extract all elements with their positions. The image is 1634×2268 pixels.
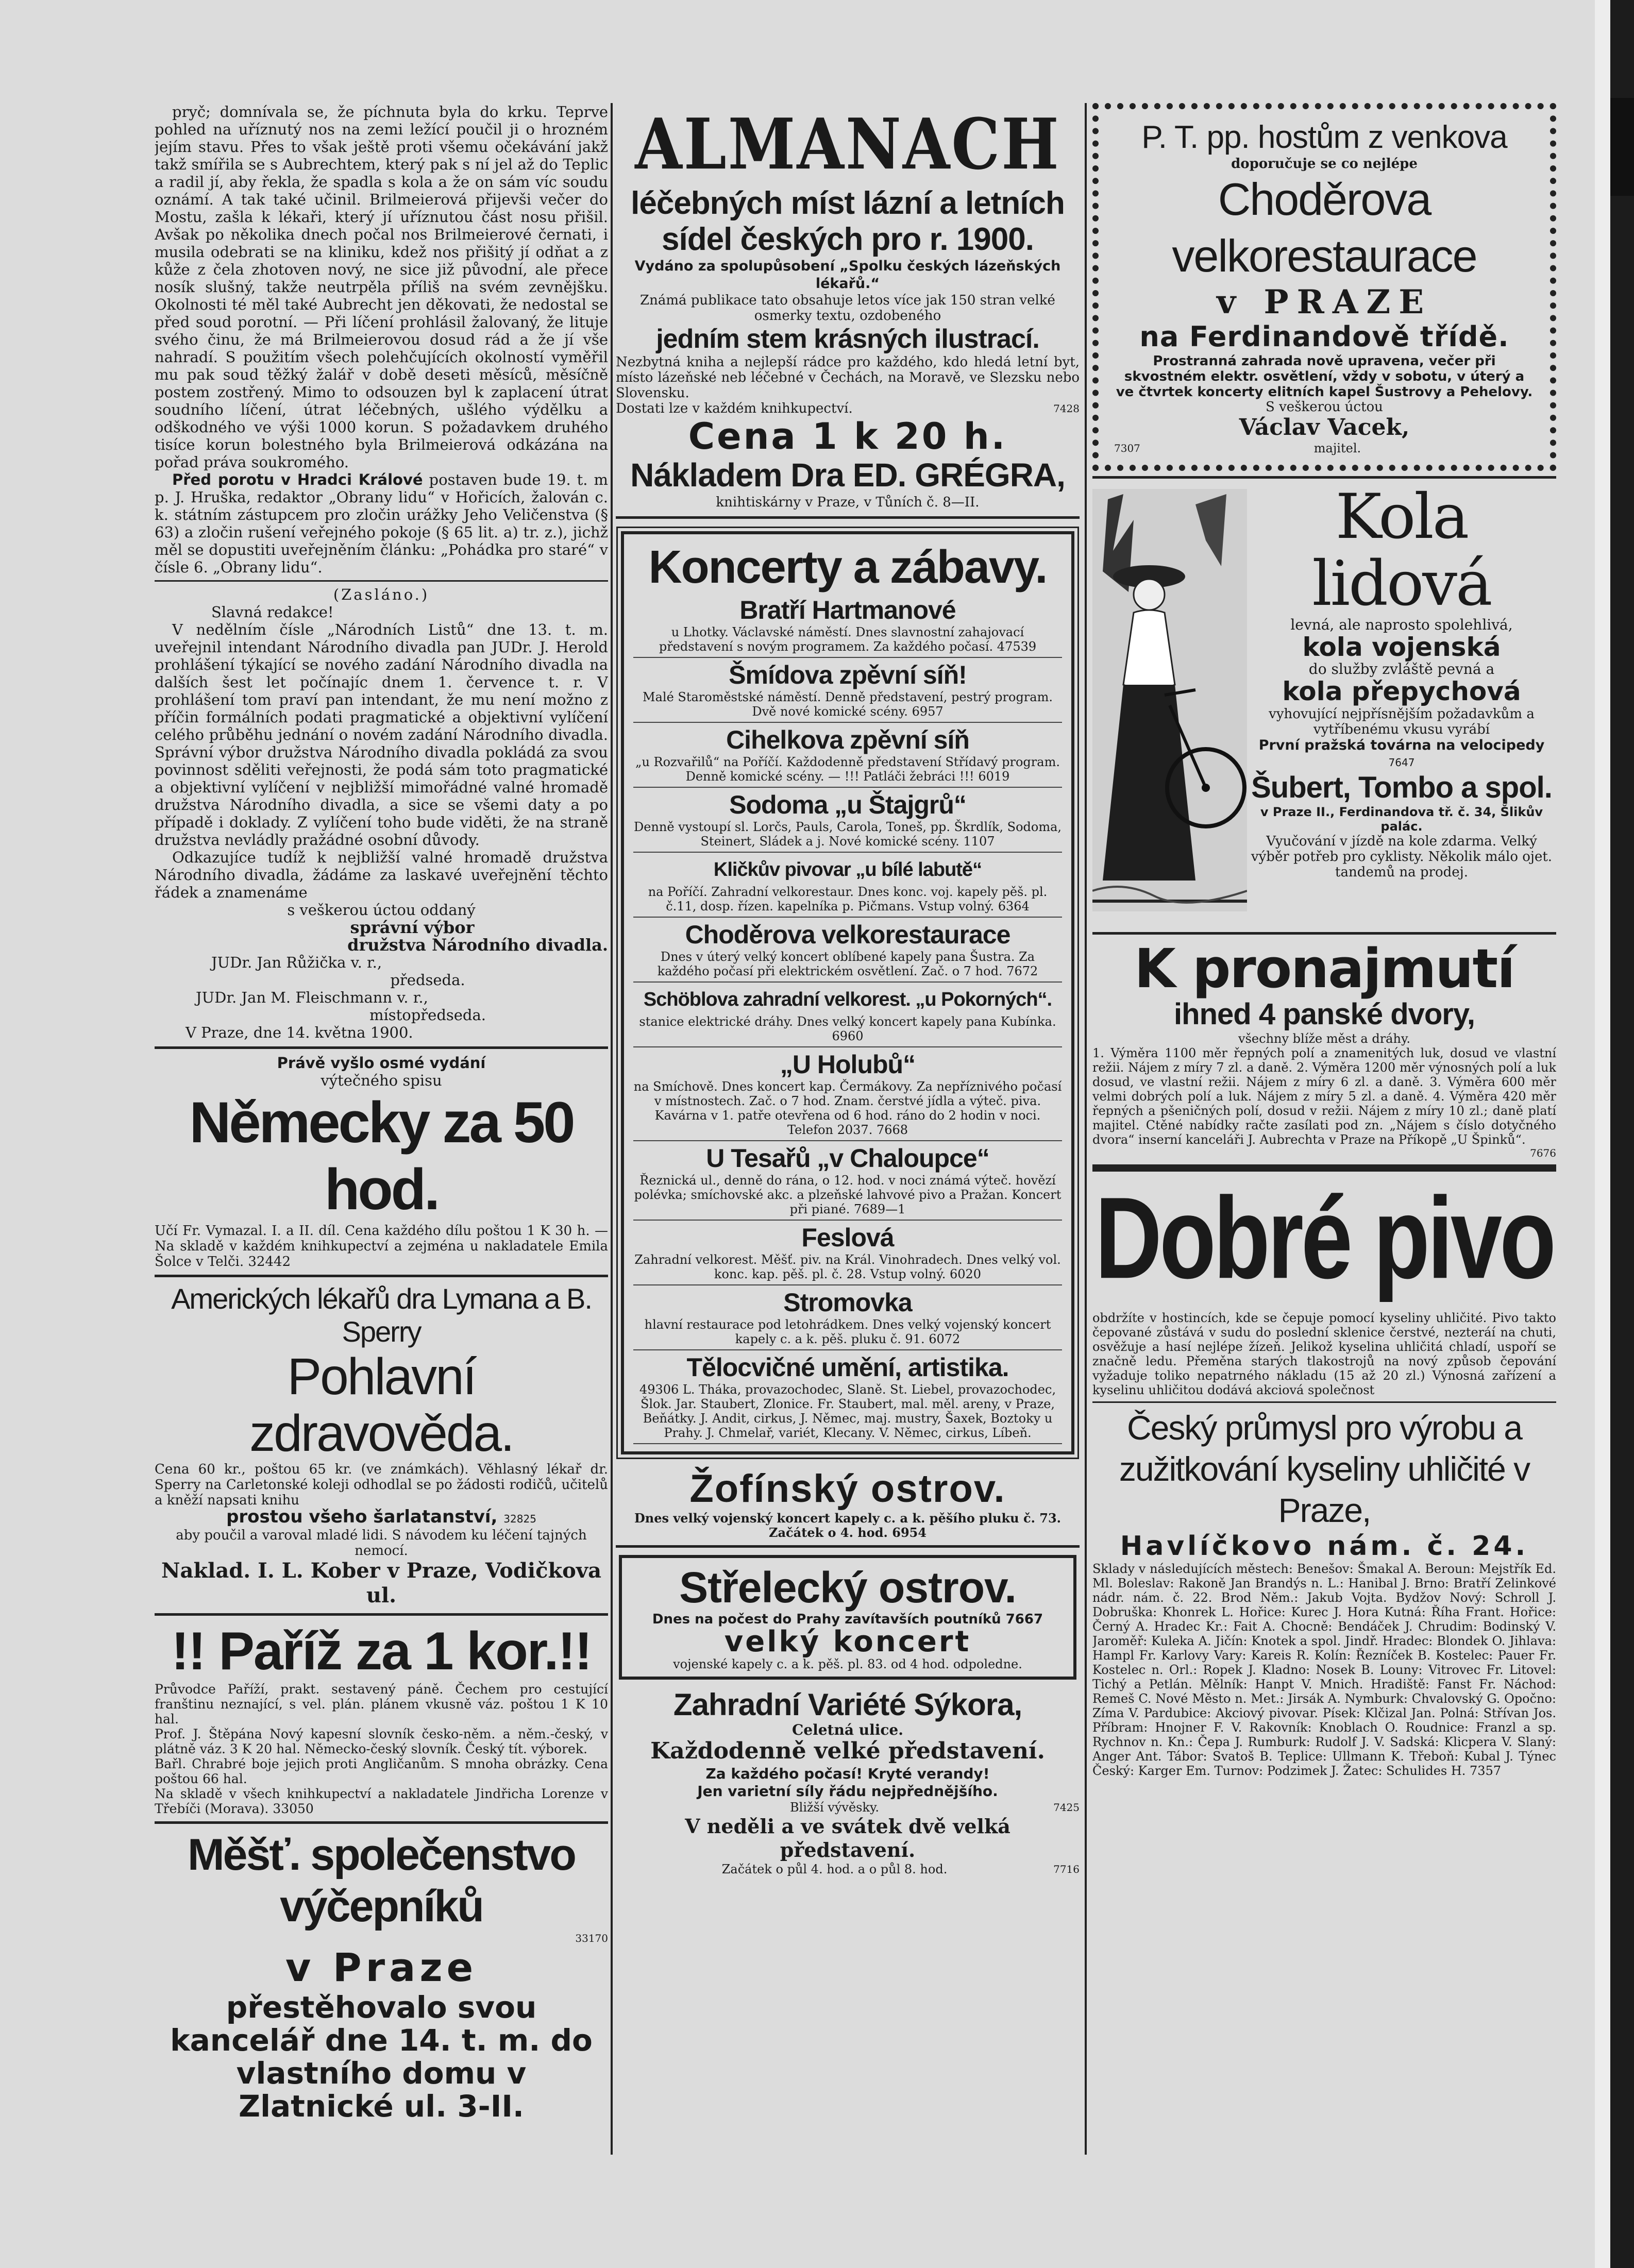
concert-ad-title: U Tesařů „v Chaloupce“: [706, 1144, 989, 1173]
concert-ad: [633, 1350, 1062, 1444]
kola-t2: kola vojenská: [1302, 632, 1501, 662]
havlickovo-nam: Havlíčkovo nám. č. 24.: [1120, 1531, 1529, 1562]
divider-thick: [1092, 1164, 1556, 1172]
zdravoveda-text-2: aby poučil a varoval mladé lidi. S návodem ku léčení tajných nemocí.: [176, 1528, 587, 1559]
concert-ad-text: na Poříčí. Zahradní velkorestaur. Dnes konc. voj. kapely pěš. pl. č.11, dosp. řízen. kapelníka p. Pičmans. Vstup volný. 6364: [648, 885, 1048, 913]
divider: [155, 1046, 608, 1049]
dobre-pivo-headline: Dobré pivo: [1094, 1173, 1554, 1303]
sykora-t1: Za každého počasí! Kryté verandy!: [705, 1765, 990, 1782]
kola-t5: vyhovující nejpřísnějším požadavkům a vytříbenému vkusu vyrábí: [1269, 706, 1535, 737]
kola-text: [1247, 481, 1556, 880]
page-edge: [1595, 0, 1610, 2268]
concert-ad-title: Choděrova velkorestaurace: [685, 920, 1010, 949]
choderova-street: na Ferdinandově třídě.: [1139, 320, 1509, 353]
almanach-text-4: [616, 401, 1080, 416]
concert-ad-title: Kličkův pivovar „u bílé labutě“: [713, 859, 982, 881]
divider: [155, 1275, 608, 1277]
signature-1-role: předseda.: [390, 971, 465, 989]
almanach-text-3: Nezbytná kniha a nejlepší rádce pro každého, kdo hledá letní byt, místo lázeňské neb léčebné v Čechách, na Moravě, ve Slezsku nebo Slovensku.: [616, 354, 1080, 401]
koncerty-title: Koncerty a zábavy.: [648, 541, 1047, 593]
sykora-vyvesky: Bližší vývěsky.: [790, 1800, 880, 1815]
concert-ad: [633, 1047, 1062, 1141]
concert-ad-title: Bratří Hartmanové: [739, 596, 956, 624]
zofin-text: Dnes velký vojenský koncert kapely c. a k. pěšího pluku č. 73. Začátek o 4. hod. 6954: [634, 1511, 1062, 1540]
next-page-edge: [1595, 0, 1634, 2268]
spolecenstvo-headline: Měšť. společenstvo výčepníků: [188, 1830, 575, 1931]
zdravoveda-bold: [155, 1508, 608, 1528]
divider: [155, 1821, 608, 1824]
sykora-t3: [616, 1800, 1080, 1815]
zdravoveda-num: 32825: [503, 1513, 536, 1525]
almanach-dostati: Dostati lze v každém knihkupectví.: [616, 401, 853, 416]
sykora-t4: V neděli a ve svátek dvě velká představení.: [685, 1815, 1010, 1861]
almanach-publisher-addr: knihtiskárny v Praze, v Tůních č. 8—II.: [716, 495, 980, 510]
concert-ad: [633, 983, 1062, 1047]
concert-ad-title: Sodoma „u Štajgrů“: [729, 790, 966, 819]
zofin-title: Žofínský ostrov.: [689, 1467, 1006, 1511]
article-text: pryč; domnívala se, že píchnuta byla do krku. Teprve pohled na uříznutý nos na zemi ležící poučil ji o hrozném jejím stavu. Přes to však ještě proti všemu očekávání jakž takž smířila se s Aubrechtem, který pak s ní jel až do Teplic a radil jí, aby řekla, že spadla s kola a že on sám víc soudu oznámí. A tak také učinil. Brilmeierová přijevši večer do Mostu, zašla k lékaři, který jí uříznutou část nosu přišil. Avšak po několika dnech počal nos Brilmeierové černati, i musila odebrati se na kliniku, kdež nos přišitý jí odňat a z kůže z čela zhotoven nový, ne sice již původní, ale přece nosík slušný, takže neutrpěla příliš na svém zevnějšku. Okolnosti té měl také Aubrecht jen děkovati, že nedostal se před soud porotní. — Při líčení prohlásil žalovaný, že lituje svého činu, že má Brilmeierovou dosud rád a že jí vše nahradí. S použitím všech polehčujících okolností vyměřil mu pak soud těžký žalář v době deseti měsíců, měsíčně postem zostřený. Mimo to odsouzen byl k zaplacení útrat soudního líčení, útrat léčebných, ušlého výdělku a odškodného ve výši 1000 korun. S požadavkem druhého tisíce korun bolestného byla Brilmeierová odkázána na pořad práva soukromého.: [155, 103, 608, 471]
divider: [155, 580, 608, 582]
sykora-street: Celetná ulice.: [792, 1721, 903, 1738]
divider: [616, 516, 1080, 519]
kola-t1: levná, ale naprosto spolehlivá,: [1290, 616, 1513, 633]
choderova-box: [1092, 103, 1556, 471]
dateline: V Praze, dne 14. května 1900.: [186, 1024, 413, 1041]
porota-article: [155, 471, 608, 576]
pariz-text-2: Prof. J. Štěpána Nový kapesní slovník česko-něm. a něm.-český, v plátně váz. 3 K 20 hal. Německo-český slovník. Český tít. výborek.: [155, 1727, 608, 1756]
almanach-subtitle: léčebných míst lázní a letních sídel českých pro r. 1900.: [631, 185, 1065, 257]
concert-ad: [633, 1141, 1062, 1221]
column-left: [155, 103, 608, 2155]
concert-ad: [633, 918, 1062, 983]
column-rule: [1085, 103, 1087, 2155]
kola-t8: Vyučování v jízdě na kole zdarma. Velký výběr potřeb pro cyklisty. Několik málo ojet. tandemů na prodej.: [1251, 834, 1553, 880]
signature-2: JUDr. Jan M. Fleischmann v. r.,: [196, 989, 428, 1006]
nemecky-text: Učí Fr. Vymazal. I. a II. díl. Cena každého dílu poštou 1 K 30 h. — Na skladě v každém knihkupectví a zejména u nakladatele Emila Šolce v Telči. 32442: [155, 1223, 608, 1270]
column-rule: [611, 103, 613, 2155]
choderova-majitel: majitel.: [1313, 441, 1361, 455]
concert-ad: [633, 853, 1062, 918]
spolecenstvo-city: v Praze: [285, 1944, 478, 1990]
divider: [155, 1613, 608, 1616]
zaslano-text: V nedělním čísle „Národních Listů“ dne 13. t. m. uveřejnil intendant Národního divadla pan JUDr. J. Herold prohlášení týkající se nového zadání Národního divadla na dalších šest let počínajíc dnem 1. července t. r. V prohlášení tom praví pan intendant, že mu není možno z příčin formálních podati pragmatické a objektivní vylíčení celého průběhu jednání o novém zadání Národního divadla. Správní výbor družstva Národního divadla pokládá za svou povinnost sděliti veřejnosti, že podá sám toto pragmatické a objektivní vylíčení v nejbližší mimořádné valné hromadě družstva Národního divadla, a sice se všemi daty a po případě i doklady. Z vylíčení toho bude viděti, že na straně družstva nevládly pražádné osobní důvody.: [155, 621, 608, 849]
concert-ad-text: 49306 L. Tháka, provazochodec, Slaně. St. Liebel, provazochodec, Šlok. Jar. Staubert, Zlonice. Fr. Staubert, mal. měl. areny, v Praze, Beňátky. J. Andit, cirkus, J. Němec, maj. mustry, Šaxek, Boztoky u Prahy. J. Chmelař, variét, Klecany. V. Němec, cirkus, Líbeň.: [639, 1382, 1056, 1440]
pariz-text: Průvodce Paříží, prakt. sestavený páně. Čechem pro cestující franštinu neznající, s vel. plán. plánem vkusně váz. poštou 1 K 10 hal.: [155, 1682, 608, 1727]
concert-ad-text: u Lhotky. Václavské náměstí. Dnes slavnostní zahajovací představení s novým programem. Za každého počasí. 47539: [659, 625, 1037, 654]
concert-ad-text: hlavní restaurace pod letohrádkem. Dnes velký vojenský koncert kapely c. a k. pěš. pluku č. 91. 6072: [644, 1317, 1051, 1346]
americkych-heading: Amerických lékařů dra Lymana a B. Sperry: [171, 1282, 592, 1348]
divider: [1092, 476, 1556, 479]
pronajmuti-headline: K pronajmutí: [1134, 937, 1514, 1000]
sykora-num-2: 7716: [1053, 1863, 1080, 1875]
kola-title: Kola lidová: [1312, 481, 1491, 620]
zdravoveda-headline: Pohlavní zdravověda.: [249, 1348, 513, 1462]
strelecky-big: velký koncert: [724, 1625, 971, 1658]
pronajmuti-text: 1. Výměra 1100 měr řepných polí a znamenitých luk, dosud ve vlastní režii. Nájem z míry 7 zl. a daně. 2. Výměra 1200 měr výnosných polí a luk dosud, ve vlastní režii. Nájem z míry 6 zl. a daně. 3. Výměra 600 měr velmi dobrých polí a luk. Nájem z míry 5 zl. a daně. 4. Výměra 420 měr řepných a pšeničných polí, dosud v režii. Nájem z míry 10 zl.; daně platí majitel. Ctěné nabídky račte zasílati pod zn. „Nájem s číslo dotyčného dvora“ inserní kanceláři J. Aubrechta v Praze na Příkopě „U Špinků“.: [1092, 1046, 1556, 1147]
choderova-pt: P. T. pp. hostům z venkova: [1141, 120, 1507, 155]
sykora-t2: Jen varietní síly řádu nejpřednějšího.: [697, 1783, 998, 1800]
spolecenstvo-num: 33170: [575, 1932, 608, 1944]
concert-ad: [633, 1285, 1062, 1350]
concert-ad: [633, 658, 1062, 723]
kober-line: Naklad. I. L. Kober v Praze, Vodičkova ul.: [161, 1559, 602, 1607]
pariz-text-4: Na skladě v všech knihkupectví a nakladatele Jindřicha Lorenze v Třebíči (Morava). 33050: [155, 1786, 608, 1816]
concert-ad-title: „U Holubů“: [780, 1050, 916, 1079]
kola-t7: v Praze II., Ferdinandova tř. č. 34, Šlikův palác.: [1260, 805, 1543, 834]
concert-ad-text: stanice elektrické dráhy. Dnes velký koncert kapely pana Kubínka. 6960: [639, 1014, 1056, 1043]
concert-ad-text: Denně vystoupí sl. Lorčs, Pauls, Carola, Toneš, pp. Škrdlík, Sodoma, Steinert, Sládek a j. Nové komické scény. 1107: [633, 820, 1062, 849]
concert-ad: [633, 723, 1062, 788]
choderova-num: 7307: [1114, 442, 1140, 454]
zdravoveda-bold-text: prostou všeho šarlatanství,: [226, 1507, 498, 1527]
nemecky-pre: Právě vyšlo osmé vydání: [277, 1054, 486, 1072]
sykora-zacatek: Začátek o půl 4. hod. a o půl 8. hod.: [721, 1862, 948, 1876]
nemecky-pre-2: výtečného spisu: [321, 1072, 442, 1089]
sykora-big: Každodenně velké představení.: [650, 1738, 1045, 1764]
almanach-title: ALMANACH: [635, 103, 1060, 185]
kola-ad: [1092, 481, 1556, 927]
concert-ad: [633, 788, 1062, 853]
column-middle: [616, 103, 1080, 2155]
salutation: Slavná redakce!: [211, 603, 334, 621]
concert-ad-title: Šmídova zpěvní síň!: [729, 661, 967, 689]
column-right: [1092, 103, 1556, 2155]
concert-ad-title: Schöblova zahradní velkorest. „u Pokorných“.: [643, 989, 1052, 1010]
cesky-prumysl: Český průmysl pro výrobu a zužitkování kyseliny uhličité v Praze,: [1119, 1409, 1530, 1529]
ads-list: [633, 593, 1062, 1444]
concert-ad-text: Zahradní velkorest. Měšť. piv. na Král. Vinohradech. Dnes velký vol. konc. kap. pěš. pl. č. 28. Vstup volný. 6020: [634, 1253, 1061, 1281]
vybor-1: správní výbor: [350, 918, 475, 937]
choderova-text: Prostranná zahrada nově upravena, večer při skvostném elektr. osvětlení, vždy v sobotu, v úterý a ve čtvrtek koncerty elitních kapel Šustrovy a Pehelovy.: [1116, 353, 1533, 400]
pronajmuti-t0: všechny blíže měst a dráhy.: [1238, 1031, 1410, 1046]
concert-ad-text: Malé Staroměstské náměstí. Denně představení, pestrý program. Dvě nové komické scény. 6957: [643, 690, 1053, 719]
choderova-maj: [1114, 441, 1535, 455]
concert-ad: [633, 1221, 1062, 1285]
kola-num: 7647: [1388, 756, 1415, 769]
strelecky-title: Střelecký ostrov.: [679, 1563, 1016, 1612]
choderova-dop: doporučuje se co nejlépe: [1231, 156, 1418, 172]
almanach-text: Vydáno za spolupůsobení „Spolku českých lázeňských lékařů.“: [634, 258, 1061, 292]
kola-t6: [1247, 737, 1556, 771]
choderova-name: Choděrova velkorestaurace: [1172, 174, 1477, 281]
next-page-glyph: [1610, 98, 1634, 196]
kola-tovarna: První pražská továrna na velocipedy: [1258, 737, 1545, 753]
porota-heading: Před porotu v Hradci Králové: [172, 471, 423, 488]
cyclist-lady-illustration: [1092, 489, 1247, 911]
almanach-publisher: Nákladem Dra ED. GRÉGRA,: [630, 456, 1065, 494]
sykora-t5: [616, 1862, 1080, 1876]
sykora-num: 7425: [1053, 1801, 1080, 1814]
zaslano-text-2: Odkazujíce tudíž k nejbližší valné hromadě družstva Národního divadla, žádáme za laskavé uveřejnění těchto řádek a znamenáme: [155, 849, 608, 901]
almanach-text-2: Známá publikace tato obsahuje letos více jak 150 stran velké osmerky textu, ozdobeného: [640, 293, 1055, 324]
choderova-ucta: S veškerou úctou: [1266, 399, 1383, 415]
almanach-price: Cena 1 k 20 h.: [688, 415, 1007, 458]
concert-ad-title: Cihelkova zpěvní síň: [726, 725, 969, 754]
concert-ad-text: „u Rozvařilů“ na Poříčí. Každodenně představení Střídavý program. Denně komické scény. — !!! Patláči žebráci !!! 6019: [635, 755, 1060, 784]
pariz-headline: !! Paříž za 1 kor.!!: [171, 1621, 592, 1681]
concert-ad-title: Tělocvičné umění, artistika.: [686, 1353, 1009, 1382]
zaslano-label: (Zasláno.): [333, 586, 430, 603]
choderova-city: v PRAZE: [1217, 283, 1432, 321]
nemecky-headline: Německy za 50 hod.: [189, 1090, 574, 1222]
signature-2-role: místopředseda.: [369, 1006, 486, 1024]
divider: [1092, 932, 1556, 935]
kola-t3: do služby zvláště pevná a: [1308, 661, 1495, 678]
pariz-text-3: Bařl. Chrabré boje jejich proti Angličanům. S mnoha obrázky. Cena poštou 66 hal.: [155, 1756, 608, 1786]
concert-ad: [633, 593, 1062, 658]
sklady-text: Sklady v následujících městech: Benešov: Šmakal A. Beroun: Mejstřík Ed. Ml. Boleslav: Rakoně Jan Brandýs n. L.: Hanibal J. Brno: Bratří Zelinkové nádr. nám. č. 22. Brod Něm.: Jakub Vojta. Bydžov Nový: Schroll J. Dobruška: Khonrek L. Hořice: Kurec J. Hora Kutná: Říha Frant. Hořice: Černý A. Hradec Kr.: Fait A. Chocně: Bendáček J. Chrudim: Bodinský V. Jaroměř: Kuleka A. Jičín: Knotek a spol. Jindř. Hradec: Blondek O. Jihlava: Hampl Fr. Karlovy Vary: Kareis R. Kolín: Řezníček B. Kostelec: Pauer Fr. Kostelec n. Orl.: Ropek J. Kladno: Nosek B. Louny: Vitrovec Fr. Litovel: Tichý a Petlán. Mělník: Hanpt V. Mnich. Hradiště: Fanst Fr. Náchod: Remeš C. Nové Město n. Met.: Jirsák A. Nymburk: Chvalovský G. Opočno: Zíma V. Pardubice: Akciový pivovar. Písek: Klčizal Jan. Polná: Střívan Jos. Příbram: Hnojner F. V. Rakovník: Knoblach O. Roudnice: Franzl a sp. Rychnov n. Kn.: Čepa J. Rumburk: Rudolf J. V. Sadská: Klicpera V. Slaný: Anger Ant. Tábor: Svatoš B. Teplice: Ullmann K. Třeboň: Kubal J. Týnec Český: Karger Em. Turnov: Podzimek J. Žatec: Schulides H. 7357: [1092, 1562, 1556, 1778]
strelecky-box: [619, 1555, 1076, 1680]
porota-text: postaven bude 19. t. m p. J. Hruška, redaktor „Obrany lidu“ v Hořicích, žalován c. k. státním zástupcem pro zločin urážky Jeho Veličenstva (§ 63) a zločin rušení veřejného pokoje (§ 65 lit. a) tr. z.), jichž měl se dopustiti uveřejněním článku: „Pohádka pro staré“ v čísle 6. „Obrany lidu“.: [155, 471, 608, 576]
almanach-num: 7428: [1053, 402, 1080, 415]
divider: [616, 1545, 1080, 1548]
almanach-ilustrace: jedním stem krásných ilustrací.: [656, 324, 1039, 354]
concert-ad-text: Dnes v úterý velký koncert oblíbené kapely pana Šustra. Za každého počasí při elektrickém osvětlení. Zač. o 7 hod. 7672: [657, 950, 1038, 978]
koncerty-box: [621, 531, 1074, 1454]
signature-1: JUDr. Jan Růžička v. r.,: [211, 954, 382, 971]
concert-ad-title: Feslová: [801, 1223, 894, 1252]
strelecky-text: Dnes na počest do Prahy zavítavších poutníků 7667: [652, 1612, 1043, 1627]
vybor-2: družstva Národního divadla.: [347, 935, 608, 955]
sykora-title: Zahradní Variété Sýkora,: [673, 1687, 1022, 1722]
ucta: s veškerou úctou oddaný: [287, 901, 476, 919]
divider: [1092, 1401, 1556, 1403]
strelecky-text-2: vojenské kapely c. a k. pěš. pl. 83. od 4 hod. odpoledne.: [673, 1657, 1022, 1671]
concert-ad-title: Stromovka: [783, 1288, 912, 1317]
spolecenstvo-text: přestěhovalo svou kancelář dne 14. t. m. do vlastního domu v Zlatnické ul. 3-II.: [170, 1990, 593, 2124]
kola-firm: Šubert, Tombo a spol.: [1251, 771, 1552, 804]
dobre-pivo-text: obdržíte v hostincích, kde se čepuje pomocí kyseliny uhličité. Pivo takto čepované zůstává v sudu do poslední sklenice čerstvé, nezteráí na chuti, osvěžuje a hasí nejlépe žízeň. Jelikož kyselina uhličitá chladí, uspoří se značně ledu. Přeměna starých tlakostrojů na nový způsob čepování vyžaduje toliko nepatrného nákladu (15 až 20 zl.) Výnosná zařízení a kyselinu uhličitou dodává akciová společnost: [1092, 1311, 1556, 1397]
concert-ad-text: na Smíchově. Dnes koncert kap. Čermákovy. Za nepříznivého počasí v místnostech. Zač. o 7 hod. Znam. čerstvé jídla a výteč. piva. Kavárna v 1. patře otevřena od 6 hod. ráno do 2 hodin v noci. Telefon 2037. 7668: [633, 1079, 1062, 1137]
choderova-owner: Václav Vacek,: [1239, 414, 1410, 441]
zdravoveda-text: Cena 60 kr., poštou 65 kr. (ve známkách). Věhlasný lékař dr. Sperry na Carletonské koleji odhodlal se po žádosti rodičů, učitelů a kněží napsati knihu: [155, 1462, 608, 1508]
kola-t4: kola přepychová: [1282, 676, 1521, 706]
pronajmuti-sub: ihned 4 panské dvory,: [1174, 997, 1475, 1031]
pronajmuti-num: 7676: [1530, 1147, 1556, 1159]
concert-ad-text: Řeznická ul., denně do rána, o 12. hod. v noci známá výteč. hovězí polévka; smíchovské akc. a plzeňské lahvové pivo a Pražan. Koncert při piané. 7689—1: [634, 1173, 1062, 1216]
